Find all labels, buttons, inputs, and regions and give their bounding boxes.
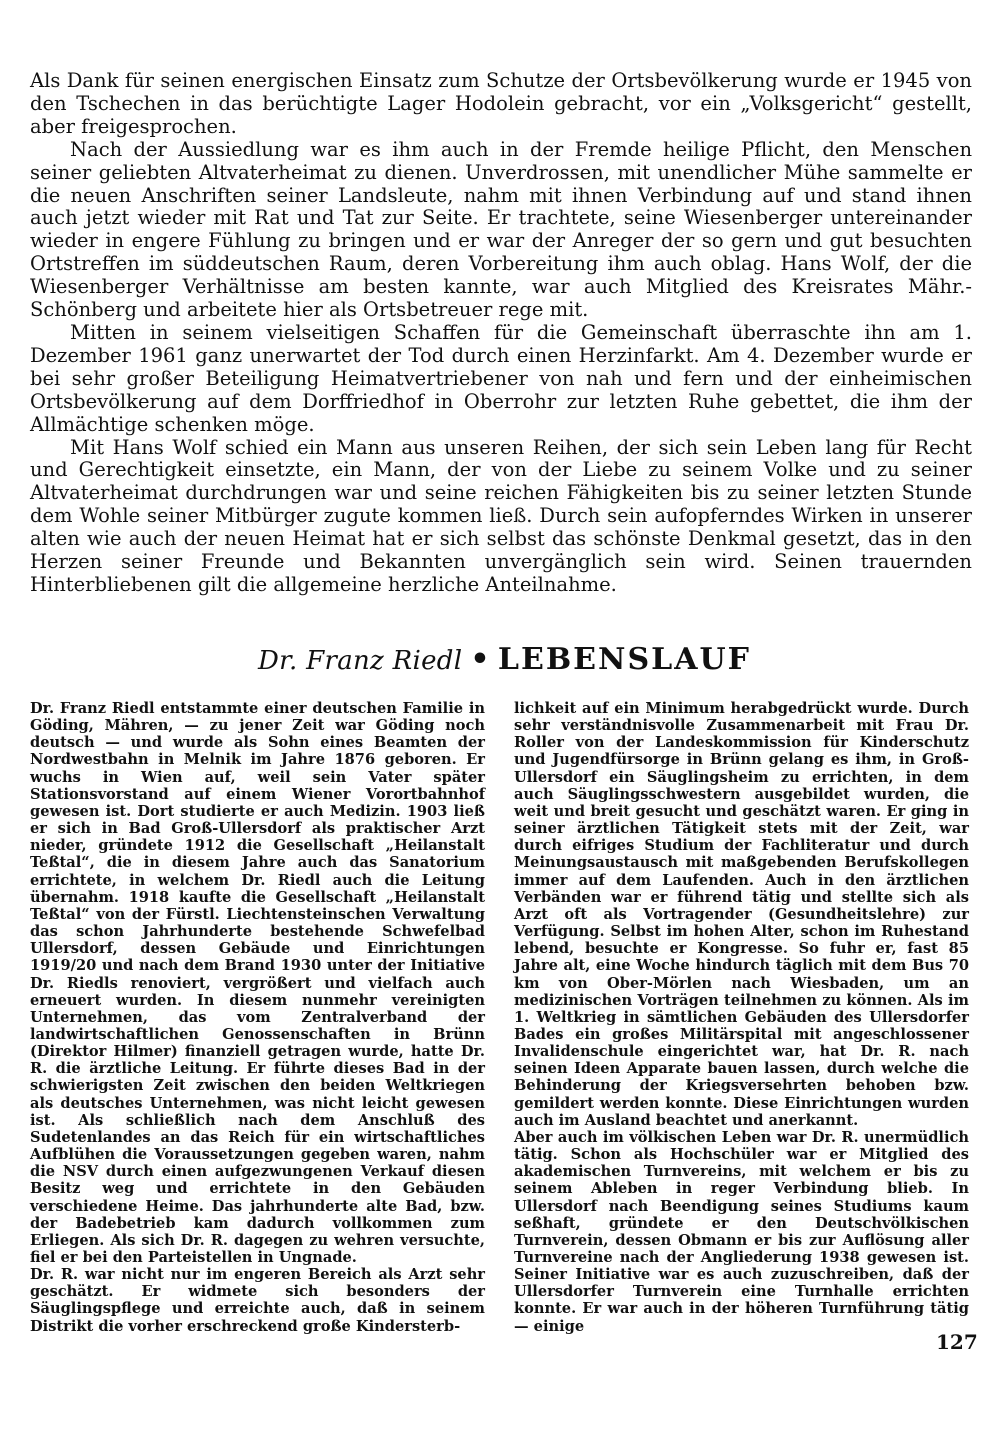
page-number: 127 <box>936 1330 978 1354</box>
heading-person-name: Dr. Franz Riedl <box>258 646 463 676</box>
biography-paragraph: lichkeit auf ein Minimum herabgedrückt wurde. Durch sehr verständnisvolle Zusammenarbeit mit Frau Dr. Roller von der Landeskommission für Kinderschutz und Jugendfürsorge in Brünn gelang es ihm, in Groß-Ullersdorf ein Säuglingsheim zu errichten, in dem auch Säuglingsschwestern ausgebildet wurden, die weit und breit gesucht und geschätzt waren. Er ging in seiner ärztlichen Tätigkeit stets mit der Zeit, war durch eifriges Studium der Fachliteratur und durch Meinungsaustausch mit maßgebenden Berufskollegen immer auf dem Laufenden. Auch in den ärztlichen Verbänden war er führend tätig und stellte sich als Arzt oft als Vortragender (Gesundheitslehre) zur Verfügung. Selbst im hohen Alter, schon im Ruhestand lebend, besuchte er Kongresse. So fuhr er, fast 85 Jahre alt, eine Woche hindurch täglich mit dem Bus 70 km von Ober-Mörlen nach Wiesbaden, um an medizinischen Vorträgen teilnehmen zu können. Als im 1. Weltkrieg in sämtlichen Gebäuden des Ullersdorfer Bades ein großes Militärspital mit angeschlossener Invalidenschule eingerichtet war, hat Dr. R. nach seinen Ideen Apparate bauen lassen, durch welche die Behinderung der Kriegsversehrten behoben bzw. gemildert werden konnte. Diese Einrichtungen wurden auch im Ausland beachtet und anerkannt. <box>514 700 969 1129</box>
heading-title: LEBENSLAUF <box>497 642 751 677</box>
biography-paragraph: Dr. R. war nicht nur im engeren Bereich als Arzt sehr geschätzt. Er widmete sich besonders der Säuglingspflege und erreichte auch, daß in seinem Distrikt die vorher erschreckend große Kindersterb- <box>30 1266 485 1335</box>
article-heading <box>258 640 818 681</box>
biography-left-column <box>30 700 485 1335</box>
biography-right-column <box>514 700 969 1335</box>
biography-paragraph: Aber auch im völkischen Leben war Dr. R. unermüdlich tätig. Schon als Hochschüler war er Mitglied des akademischen Turnvereins, mit welchem er bis zu seinem Ableben in reger Verbindung blieb. In Ullersdorf nach Beendigung seines Studiums kaum seßhaft, gründete er den Deutschvölkischen Turnverein, dessen Obmann er bis zur Auflösung aller Turnvereine nach der Angliederung 1938 gewesen ist. Seiner Initiative war es auch zuzuschreiben, daß der Ullersdorfer Turnverein eine Turnhalle errichten konnte. Er war auch in der höheren Turnführung tätig — einige <box>514 1128 969 1335</box>
obituary-paragraph: Mitten in seinem vielseitigen Schaffen für die Gemeinschaft überraschte ihn am 1. Dezember 1961 ganz unerwartet der Tod durch einen Herzinfarkt. Am 4. Dezember wurde er bei sehr großer Beteiligung Heimatvertriebener von nah und fern und der einheimischen Ortsbevölkerung auf dem Dorffriedhof in Oberrohr zur letzten Ruhe gebettet, die ihm der Allmächtige schenken möge. <box>30 320 972 436</box>
obituary-text <box>30 70 972 597</box>
obituary-paragraph: Mit Hans Wolf schied ein Mann aus unseren Reihen, der sich sein Leben lang für Recht und Gerechtigkeit einsetzte, ein Mann, der von der Liebe zu seinem Volke und zu seiner Altvaterheimat durchdrungen war und seine reichen Fähigkeiten bis zu seiner letzten Stunde dem Wohle seiner Mitbürger zugute kommen ließ. Durch sein aufopferndes Wirken in unserer alten wie auch der neuen Heimat hat er sich selbst das schönste Denkmal gesetzt, das in den Herzen seiner Freunde und Bekannten unvergänglich sein wird. Seinen trauernden Hinterbliebenen gilt die allgemeine herzliche Anteilnahme. <box>30 435 972 596</box>
obituary-paragraph: Nach der Aussiedlung war es ihm auch in der Fremde heilige Pflicht, den Menschen seiner geliebten Altvaterheimat zu dienen. Unverdrossen, mit unendlicher Mühe sammelte er die neuen Anschriften seiner Landsleute, nahm mit ihnen Verbindung auf und stand ihnen auch jetzt wieder mit Rat und Tat zur Seite. Er trachtete, seine Wiesenberger untereinander wieder in engere Fühlung zu bringen und er war der Anreger der so gern und gut besuchten Ortstreffen im süddeutschen Raum, deren Vorbereitung ihm auch oblag. Hans Wolf, der die Wiesenberger Verhältnisse am besten kannte, war auch Mitglied des Kreisrates Mähr.-Schönberg und arbeitete hier als Ortsbetreuer rege mit. <box>30 137 972 322</box>
heading-separator: • <box>470 642 490 677</box>
obituary-paragraph: Als Dank für seinen energischen Einsatz zum Schutze der Ortsbevölkerung wurde er 1945 von den Tschechen in das berüchtigte Lager Hodolein gebracht, vor ein „Volksgericht“ gestellt, aber freigesprochen. <box>30 69 972 138</box>
biography-paragraph: Dr. Franz Riedl entstammte einer deutschen Familie in Göding, Mähren, — zu jener Zeit war Göding noch deutsch — und wurde als Sohn eines Beamten der Nordwestbahn in Melnik im Jahre 1876 geboren. Er wuchs in Wien auf, weil sein Vater später Stationsvorstand auf einem Wiener Vorortbahnhof gewesen ist. Dort studierte er auch Medizin. 1903 ließ er sich in Bad Groß-Ullersdorf als praktischer Arzt nieder, gründete 1912 die Gesellschaft „Heilanstalt Teßtal“, die in diesem Jahre auch das Sanatorium errichtete, in welchem Dr. Riedl auch die Leitung übernahm. 1918 kaufte die Gesellschaft „Heilanstalt Teßtal“ von der Fürstl. Liechtensteinschen Verwaltung das schon Jahrhunderte bestehende Schwefelbad Ullersdorf, dessen Gebäude und Einrichtungen 1919/20 und nach dem Brand 1930 unter der Initiative Dr. Riedls renoviert, vergrößert und vielfach auch erneuert wurden. In diesem nunmehr vereinigten Unternehmen, das vom Zentralverband der landwirtschaftlichen Genossenschaften in Brünn (Direktor Hilmer) finanziell getragen wurde, hatte Dr. R. die ärztliche Leitung. Er führte dieses Bad in der schwierigsten Zeit zwischen den beiden Weltkriegen als deutsches Unternehmen, was nicht leicht gewesen ist. Als schließlich nach dem Anschluß des Sudetenlandes an das Reich für ein wirtschaftliches Aufblühen die Voraussetzungen gegeben waren, nahm die NSV durch einen aufgezwungenen Verkauf diesen Besitz weg und errichtete in den Gebäuden verschiedene Heime. Das jahrhunderte alte Bad, bzw. der Badebetrieb kam dadurch vollkommen zum Erliegen. Als sich Dr. R. dagegen zu wehren versuchte, fiel er bei den Parteistellen in Ungnade. <box>30 700 485 1266</box>
